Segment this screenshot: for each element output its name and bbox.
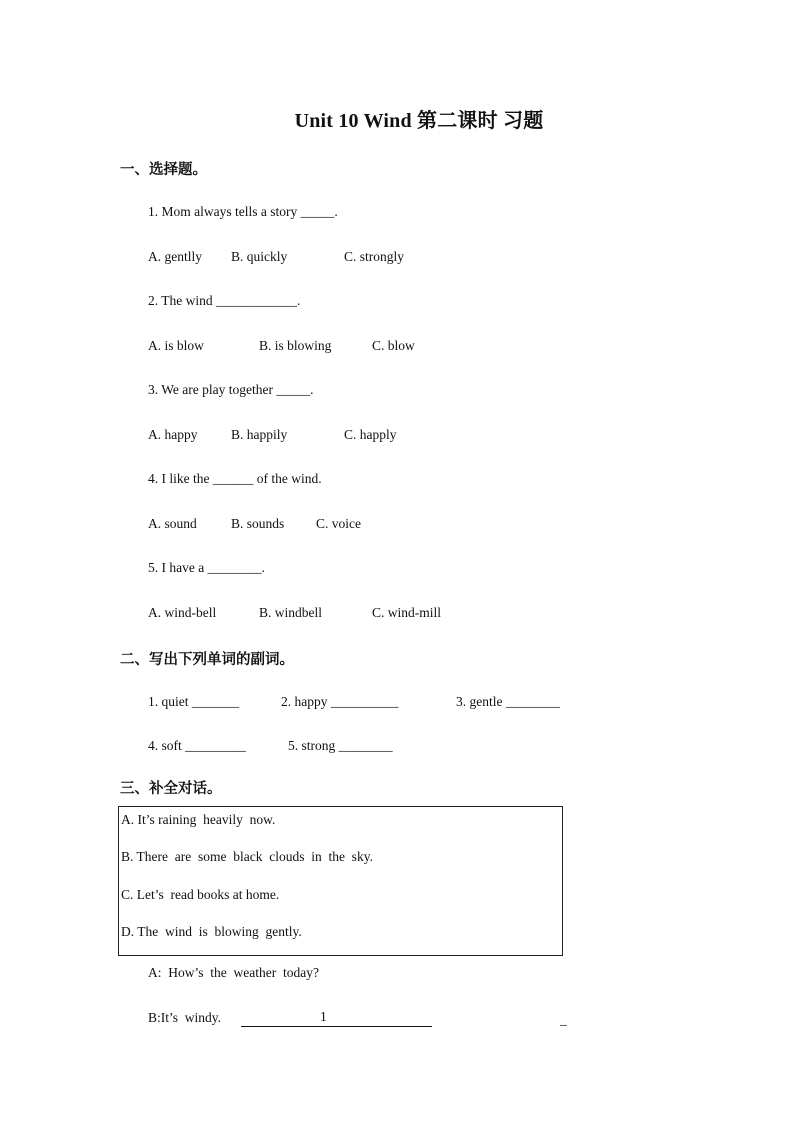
dialogue-line-a: A: How’s the weather today? bbox=[148, 965, 319, 980]
question-2-option-a: A. is blow bbox=[148, 338, 204, 353]
question-4-option-b: B. sounds bbox=[231, 516, 285, 531]
question-3-option-c: C. happly bbox=[344, 427, 397, 442]
question-5-option-a: A. wind-bell bbox=[148, 605, 217, 620]
adverb-item-3: 3. gentle ________ bbox=[456, 694, 560, 709]
question-1-option-c: C. strongly bbox=[344, 249, 405, 264]
answer-options-box bbox=[118, 806, 563, 956]
question-3-stem: 3. We are play together _____. bbox=[148, 382, 314, 397]
dialogue-line-b: B:It’s windy. bbox=[148, 1010, 222, 1025]
box-option-a: A. It’s raining heavily now. bbox=[121, 812, 276, 827]
question-2-option-c: C. blow bbox=[372, 338, 415, 353]
blank-number: 1 bbox=[320, 1009, 327, 1024]
question-4-stem: 4. I like the ______ of the wind. bbox=[148, 471, 322, 486]
trailing-underscore: _ bbox=[560, 1012, 567, 1027]
question-4-option-a: A. sound bbox=[148, 516, 197, 531]
page-title: Unit 10 Wind 第二课时 习题 bbox=[294, 110, 544, 132]
adverb-item-2: 2. happy __________ bbox=[281, 694, 399, 709]
adverb-item-5: 5. strong ________ bbox=[288, 738, 393, 753]
adverb-item-4: 4. soft _________ bbox=[148, 738, 246, 753]
question-1-option-b: B. quickly bbox=[231, 249, 288, 264]
question-3-option-a: A. happy bbox=[148, 427, 198, 442]
section-heading-choice: 一、选择题。 bbox=[120, 162, 207, 178]
adverb-item-1: 1. quiet _______ bbox=[148, 694, 240, 709]
section-heading-adverbs: 二、写出下列单词的副词。 bbox=[120, 652, 294, 668]
question-1-stem: 1. Mom always tells a story _____. bbox=[148, 204, 338, 219]
question-2-stem: 2. The wind ____________. bbox=[148, 293, 301, 308]
question-4-option-c: C. voice bbox=[316, 516, 361, 531]
question-5-option-c: C. wind-mill bbox=[372, 605, 442, 620]
box-option-c: C. Let’s read books at home. bbox=[121, 887, 280, 902]
answer-blank-1 bbox=[241, 1026, 432, 1027]
question-2-option-b: B. is blowing bbox=[259, 338, 332, 353]
question-1-option-a: A. gentlly bbox=[148, 249, 202, 264]
section-heading-dialogue: 三、补全对话。 bbox=[120, 781, 222, 797]
question-5-option-b: B. windbell bbox=[259, 605, 322, 620]
box-option-d: D. The wind is blowing gently. bbox=[121, 924, 302, 939]
box-option-b: B. There are some black clouds in the sky. bbox=[121, 849, 373, 864]
question-3-option-b: B. happily bbox=[231, 427, 288, 442]
question-5-stem: 5. I have a ________. bbox=[148, 560, 265, 575]
